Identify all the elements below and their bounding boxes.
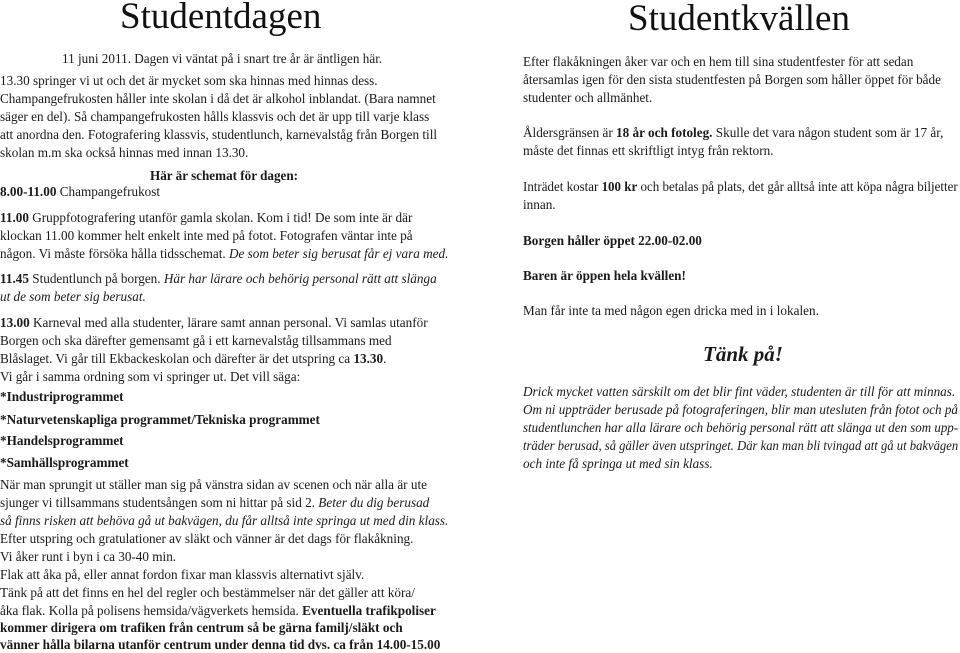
program-item: *Handelsprogrammet <box>0 433 124 448</box>
info-text: Skulle det vara någon student som är 17 år, <box>712 125 944 140</box>
schedule-item <box>0 271 437 287</box>
warning-line: och inte få springa ut med sin klass. <box>523 456 713 471</box>
studentkvallen-title: Studentkvällen <box>628 0 850 39</box>
warning-line: Om ni uppträder berusade på fotograferingen, blir man utesluten från fotot och på <box>523 402 958 417</box>
schedule-heading: Här är schemat för dagen: <box>149 168 299 183</box>
body-emphasis: kommer dirigera om trafiken från centrum så be gärna familj/släkt och <box>0 620 403 635</box>
schedule-time: 11.45 <box>0 271 29 286</box>
intro-line: 11 juni 2011. Dagen vi väntat på i snart tre år är äntligen här. <box>62 51 383 66</box>
info-line: återsamlas igen för den sista studentfesten på Borgen som håller öppet för både <box>523 72 941 87</box>
schedule-text: Studentlunch på borgen. <box>28 271 164 286</box>
age-limit: 18 år och fotoleg. <box>616 125 713 140</box>
schedule-time: 13.00 <box>0 315 30 330</box>
tank-pa-heading: Tänk på! <box>703 342 783 366</box>
info-text: Inträdet kostar <box>523 179 602 194</box>
schedule-text: Karneval med alla studenter, lärare samt annan personal. Vi samlas utanför <box>29 315 428 330</box>
schedule-item <box>0 315 428 331</box>
bar-info: Baren är öppen hela kvällen! <box>523 268 686 283</box>
program-item: *Industriprogrammet <box>0 389 124 404</box>
info-text: Åldersgränsen är <box>523 125 617 140</box>
info-line: Efter flakåkningen åker var och en hem till sina studentfester för att sedan <box>523 54 914 69</box>
schedule-warning: Här har lärare och behörig personal rätt att slänga <box>163 271 437 286</box>
body-emphasis: vänner hålla bilarna utanför centrum under denna tid dvs. ca från 14.00-15.00 <box>0 637 441 652</box>
schedule-text-end: . <box>383 351 387 366</box>
body-line: Flak att åka på, eller annat fordon fixar man klassvis alternativt själv. <box>0 567 365 582</box>
body-line: Vi åker runt i byn i ca 30-40 min. <box>0 549 177 564</box>
body-text: sjunger vi tillsammans studentsången som ni hittar på sid 2. <box>0 495 319 510</box>
body-text: åka flak. Kolla på polisens hemsida/vägverkets hemsida. <box>0 603 303 618</box>
studentdagen-title: Studentdagen <box>120 0 322 37</box>
schedule-warning: De som beter sig berusat får ej vara med. <box>228 246 449 261</box>
schedule-time: 11.00 <box>0 210 29 225</box>
schedule-time: 8.00-11.00 <box>0 184 57 199</box>
body-line: Tänk på att det finns en hel del regler och bestämmelser när det gäller att köra/ <box>0 585 415 600</box>
body-line <box>0 603 436 619</box>
schedule-warning: ut de som beter sig berusat. <box>0 289 146 304</box>
schedule-line: klockan 11.00 kommer helt enkelt inte med på fotot. Fotografen väntar inte på <box>0 228 413 243</box>
intro-line: Champangefrukosten håller inte skolan i då det är alkohol inblandat. (Bara namnet <box>0 91 436 106</box>
schedule-text: Gruppfotografering utanför gamla skolan. Kom i tid! De som inte är där <box>28 210 413 225</box>
opening-hours: Borgen håller öppet 22.00-02.00 <box>523 233 702 248</box>
intro-line: säger en del). Så champangefrukosten hålls klassvis och det är upp till varje klass <box>0 109 430 124</box>
info-line: innan. <box>523 197 556 212</box>
intro-line: 13.30 springer vi ut och det är mycket som ska hinnas med hinnas dess. <box>0 73 378 88</box>
info-text: och betalas på plats, det går alltså inte att köpa några biljetter <box>637 179 958 194</box>
program-item: *Naturvetenskapliga programmet/Tekniska programmet <box>0 412 320 427</box>
program-item: *Samhällsprogrammet <box>0 455 129 470</box>
body-line <box>0 495 429 511</box>
schedule-text: Blåslaget. Vi går till Ekbackeskolan och därefter är det utspring ca <box>0 351 354 366</box>
schedule-text: någon. Vi måste försöka hålla tidsschemat. <box>0 246 229 261</box>
entry-fee: 100 kr <box>601 179 638 194</box>
schedule-item <box>0 210 412 226</box>
schedule-line: Borgen och ska därefter gemensamt gå i ett karnevalståg tillsammans med <box>0 333 392 348</box>
schedule-line <box>0 351 386 367</box>
order-line: Vi går i samma ordning som vi springer ut. Det vill säga: <box>0 369 301 384</box>
body-emphasis: Eventuella trafikpoliser <box>302 603 436 618</box>
entry-fee-line <box>523 179 958 195</box>
age-limit-line <box>523 125 943 141</box>
info-line: studenter och allmänhet. <box>523 90 653 105</box>
schedule-line <box>0 246 448 262</box>
info-line: Man får inte ta med någon egen dricka med in i lokalen. <box>523 303 819 318</box>
schedule-item <box>0 184 160 200</box>
warning-line: Drick mycket vatten särskilt om det blir fint väder, studenten är till för att minnas. <box>523 384 956 399</box>
warning-line: träder berusad, så gäller även utspringet. Där kan man bli tvingad att gå ut bakvägen <box>523 438 959 453</box>
warning-line: studentlunchen har alla lärare och behörig personal rätt att slänga ut den som upp- <box>523 420 959 435</box>
body-line: Efter utspring och gratulationer av släkt och vänner är det dags för flakåkning. <box>0 531 414 546</box>
utspring-time: 13.30 <box>353 351 384 366</box>
body-warning: Beter du dig berusad <box>318 495 430 510</box>
info-line: måste det finnas ett skriftligt intyg från rektorn. <box>523 143 774 158</box>
body-warning: så finns risken att behöva gå ut bakvägen, du får alltså inte springa ut med din klass. <box>0 513 449 528</box>
schedule-text: Champangefrukost <box>56 184 161 199</box>
intro-line: att anordna den. Fotografering klassvis, studentlunch, karnevalståg från Borgen till <box>0 127 438 142</box>
intro-line: skolan m.m ska också hinnas med innan 13.30. <box>0 145 249 160</box>
body-line: När man sprungit ut ställer man sig på vänstra sidan av scenen och när alla är ute <box>0 477 427 492</box>
